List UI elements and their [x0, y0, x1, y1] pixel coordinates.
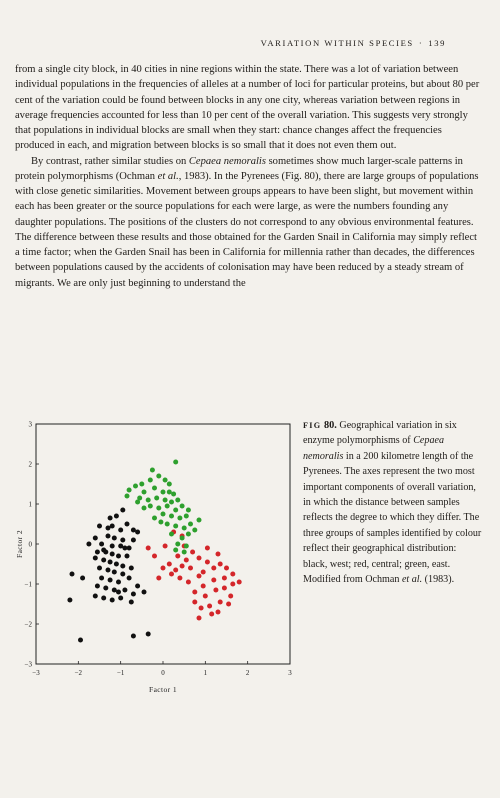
data-point	[106, 526, 111, 531]
data-point	[180, 504, 185, 509]
data-point	[173, 548, 178, 553]
data-point	[133, 484, 138, 489]
data-point	[122, 546, 127, 551]
data-point	[120, 538, 125, 543]
data-point	[114, 514, 119, 519]
data-point	[131, 592, 136, 597]
data-point	[99, 542, 104, 547]
data-point	[224, 566, 229, 571]
data-point	[110, 552, 115, 557]
x-tick-label: 0	[161, 669, 165, 677]
data-point	[86, 542, 91, 547]
caption-etal: et al.	[401, 574, 423, 586]
data-point	[230, 582, 235, 587]
x-tick-label: −3	[32, 669, 40, 677]
running-head	[261, 38, 446, 48]
paragraph-2	[15, 154, 480, 291]
page-number: 139	[428, 38, 446, 48]
data-point	[156, 506, 161, 511]
data-point	[93, 536, 98, 541]
x-tick-label: 1	[203, 669, 208, 677]
data-point	[116, 590, 121, 595]
x-tick-label: −2	[74, 669, 83, 677]
data-point	[131, 634, 136, 639]
y-tick-label: −1	[24, 580, 32, 589]
data-point	[108, 560, 113, 565]
data-point	[163, 498, 168, 503]
data-point	[173, 508, 178, 513]
data-point	[112, 536, 117, 541]
data-point	[175, 498, 180, 503]
data-point	[67, 598, 72, 603]
y-tick-label: 0	[28, 540, 32, 549]
body-text	[15, 62, 480, 291]
data-point	[192, 600, 197, 605]
data-point	[201, 584, 206, 589]
data-point	[209, 612, 214, 617]
data-point	[95, 550, 100, 555]
data-point	[108, 578, 113, 583]
data-point	[110, 598, 115, 603]
data-point	[99, 576, 104, 581]
data-point	[120, 564, 125, 569]
data-point	[120, 508, 125, 513]
data-point	[173, 568, 178, 573]
data-point	[222, 576, 227, 581]
data-point	[152, 554, 157, 559]
axis-ticks	[25, 421, 293, 678]
data-point	[211, 566, 216, 571]
running-title: VARIATION WITHIN SPECIES	[260, 38, 414, 48]
data-point	[171, 492, 176, 497]
data-point	[142, 490, 147, 495]
data-point	[197, 574, 202, 579]
data-point	[125, 494, 130, 499]
data-point	[127, 488, 132, 493]
data-point	[80, 576, 85, 581]
figure-80	[15, 416, 300, 708]
data-point	[142, 506, 147, 511]
data-point	[218, 562, 223, 567]
data-point	[93, 556, 98, 561]
x-tick-label: 3	[288, 669, 292, 677]
data-point	[101, 548, 106, 553]
data-point	[222, 586, 227, 591]
data-point	[156, 474, 161, 479]
data-point	[146, 546, 151, 551]
caption-number: 80.	[324, 420, 337, 431]
data-point	[177, 576, 182, 581]
caption-species: Cepaea nemoralis	[303, 435, 445, 462]
data-point	[184, 558, 189, 563]
data-point	[192, 590, 197, 595]
data-point	[70, 572, 75, 577]
data-point	[182, 550, 187, 555]
data-point	[139, 482, 144, 487]
y-tick-label: 3	[28, 420, 32, 429]
data-point	[93, 594, 98, 599]
data-point	[197, 556, 202, 561]
data-point	[152, 516, 157, 521]
data-point	[197, 616, 202, 621]
data-point	[108, 516, 113, 521]
data-point	[97, 566, 102, 571]
data-point	[158, 520, 163, 525]
data-point	[167, 482, 172, 487]
x-axis-title: Factor 1	[149, 685, 177, 694]
y-tick-label: 2	[28, 460, 32, 469]
data-point	[127, 576, 132, 581]
data-point	[175, 554, 180, 559]
data-point	[228, 594, 233, 599]
data-point	[205, 546, 210, 551]
data-point	[122, 588, 127, 593]
data-point	[201, 570, 206, 575]
data-point	[161, 512, 166, 517]
data-point	[188, 566, 193, 571]
running-head-separator: ·	[418, 38, 424, 48]
data-point	[163, 478, 168, 483]
data-point	[114, 562, 119, 567]
y-tick-label: −2	[24, 620, 32, 629]
data-point	[177, 516, 182, 521]
data-point	[161, 490, 166, 495]
data-point	[135, 500, 140, 505]
data-point	[169, 514, 174, 519]
data-point	[184, 514, 189, 519]
y-axis-title: Factor 2	[15, 530, 24, 558]
data-point	[211, 578, 216, 583]
data-point	[110, 544, 115, 549]
data-point	[106, 568, 111, 573]
data-point	[186, 580, 191, 585]
plot-frame	[36, 424, 290, 664]
data-point	[163, 544, 168, 549]
data-point	[101, 596, 106, 601]
data-point	[135, 530, 140, 535]
data-point	[167, 562, 172, 567]
data-point	[182, 526, 187, 531]
data-point	[192, 528, 197, 533]
figure-caption	[303, 418, 483, 587]
data-point	[205, 560, 210, 565]
data-point	[118, 596, 123, 601]
data-point	[216, 610, 221, 615]
data-point	[152, 486, 157, 491]
data-point	[156, 576, 161, 581]
data-point	[129, 600, 134, 605]
data-point	[150, 468, 155, 473]
data-point	[218, 600, 223, 605]
x-tick-label: −1	[116, 669, 125, 677]
data-point	[116, 580, 121, 585]
data-point	[226, 602, 231, 607]
y-tick-label: 1	[28, 500, 32, 509]
data-point	[167, 490, 172, 495]
scatter-plot	[15, 416, 300, 708]
data-point	[203, 594, 208, 599]
data-point	[216, 552, 221, 557]
data-point	[97, 524, 102, 529]
p2-text-a: By contrast, rather similar studies on	[31, 155, 189, 167]
data-point	[169, 500, 174, 505]
y-tick-label: −3	[24, 660, 32, 669]
data-point	[173, 524, 178, 529]
data-point	[197, 518, 202, 523]
data-point	[186, 532, 191, 537]
p2-text-c: , 1983). In the Pyrenees (Fig. 80), there are large groups of populations with close genetic similarities. Movement between groups appears to have been slight, but movement within each has been greater or the source populations for each were large, as were the numbers founding any daughter populations. The positions of the clusters do not correspond to any obvious environmental features. The difference between these results and those obtained for the Garden Snail in California may simply reflect a time factor; when the Garden Snail has been in California for millennia rather than decades, the differences between populations caused by the accidents of colonisation may have been reduced by a steady stream of migrants. We are only just beginning to understand the	[15, 170, 479, 289]
p2-species: Cepaea nemoralis	[188, 155, 266, 167]
data-point	[146, 498, 151, 503]
data-point	[188, 522, 193, 527]
data-point	[237, 580, 242, 585]
data-point	[116, 554, 121, 559]
data-point	[154, 496, 159, 501]
data-points	[67, 460, 241, 643]
x-tick-label: 2	[245, 669, 250, 677]
data-point	[207, 604, 212, 609]
data-point	[148, 478, 153, 483]
data-point	[165, 504, 170, 509]
caption-label: FIG	[303, 421, 322, 430]
data-point	[120, 572, 125, 577]
p2-etal: et al.	[157, 170, 179, 182]
data-point	[135, 584, 140, 589]
caption-text-c: (1983).	[422, 574, 455, 586]
p2-text-b: sometimes show much larger-scale patterns in protein polymorphisms (Ochman	[15, 155, 463, 182]
data-point	[78, 638, 83, 643]
data-point	[106, 534, 111, 539]
data-point	[180, 536, 185, 541]
data-point	[118, 528, 123, 533]
data-point	[112, 570, 117, 575]
data-point	[129, 566, 134, 571]
data-point	[165, 522, 170, 527]
data-point	[173, 460, 178, 465]
data-point	[125, 554, 130, 559]
data-point	[175, 542, 180, 547]
data-point	[180, 564, 185, 569]
data-point	[161, 566, 166, 571]
data-point	[95, 584, 100, 589]
data-point	[148, 504, 153, 509]
caption-text-a: Geographical variation in six enzyme polymorphisms of	[303, 420, 457, 447]
data-point	[103, 586, 108, 591]
data-point	[169, 572, 174, 577]
data-point	[190, 550, 195, 555]
data-point	[125, 522, 130, 527]
data-point	[184, 544, 189, 549]
data-point	[101, 558, 106, 563]
data-point	[213, 588, 218, 593]
data-point	[131, 538, 136, 543]
data-point	[169, 532, 174, 537]
data-point	[199, 606, 204, 611]
data-point	[230, 572, 235, 577]
data-point	[146, 632, 151, 637]
paragraph-1: from a single city block, in 40 cities in nine regions within the state. There was a lot of variation between individual populations in the frequencies of alleles at a number of loci for particular proteins, but about 80 per cent of the variation could be found between blocks in any one city, whereas variation between regions in average frequencies accounted for less than 10 per cent of the overall variation. This suggests very strongly that populations in individual blocks are small when they start: chance changes affect the frequencies produced in each, and migration between blocks is so small that it does not even them out.	[15, 64, 480, 152]
data-point	[142, 590, 147, 595]
data-point	[186, 508, 191, 513]
caption-text-b: in a 200 kilometre length of the Pyrenees. The axes represent the two most important components of overall variation, in which the distance between samples reflects the degree to which they differ. The three groups of samples identified by colour reflect their geographical distribution: black, west; red, central; green, east. Modified from Ochman	[303, 450, 482, 586]
